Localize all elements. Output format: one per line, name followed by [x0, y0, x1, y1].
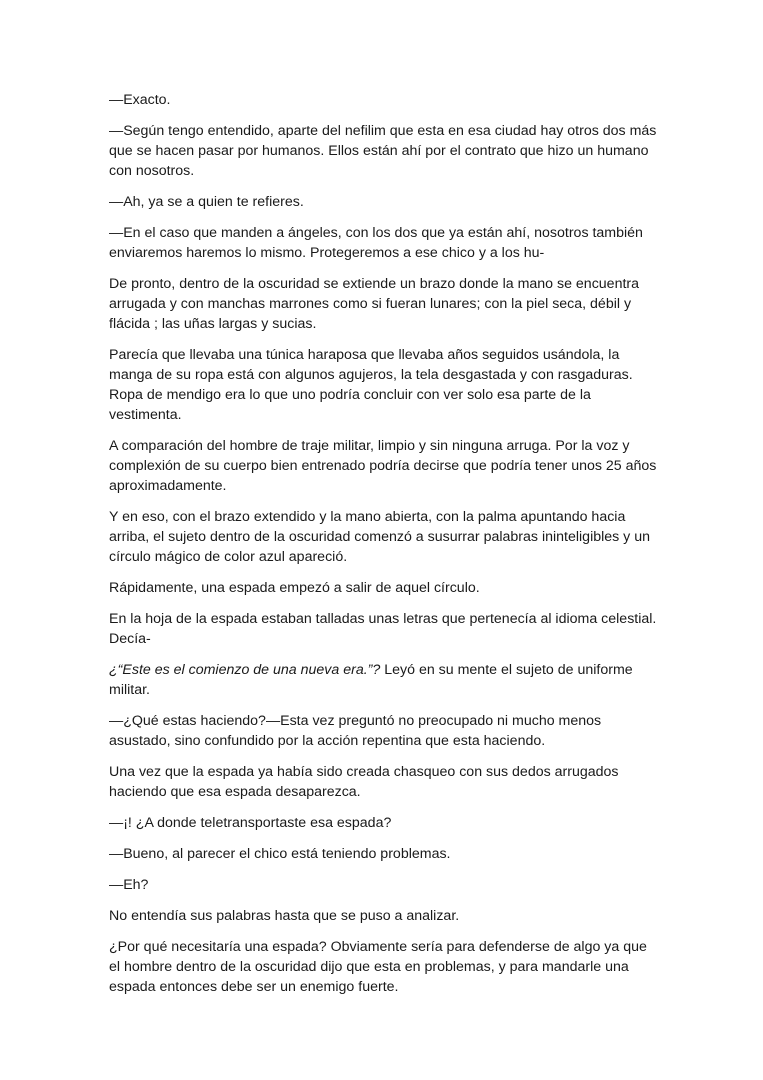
paragraph: Y en eso, con el brazo extendido y la mano abierta, con la palma apuntando hacia arriba, el sujeto dentro de la oscuridad comenzó a susurrar palabras ininteligibles y un círculo mágico de color azul apareció.	[109, 509, 651, 565]
paragraph: —¡! ¿A donde teletransportaste esa espada?	[109, 815, 392, 831]
paragraph-text: Leyó en su mente el sujeto de uniforme militar.	[109, 662, 633, 698]
paragraph: A comparación del hombre de traje militar, limpio y sin ninguna arruga. Por la voz y complexión de su cuerpo bien entrenado podría decirse que podría tener unos 25 años aproximadamente.	[109, 438, 657, 494]
paragraph: ¿Por qué necesitaría una espada? Obviamente sería para defenderse de algo ya que el hombre dentro de la oscuridad dijo que esta en problemas, y para mandarle una espada entonces debe ser un enemigo fuerte.	[109, 939, 647, 995]
paragraph: No entendía sus palabras hasta que se puso a analizar.	[109, 908, 460, 924]
italic-quote: ¿“Este es el comienzo de una nueva era.”?	[109, 662, 381, 678]
paragraph: —Eh?	[109, 877, 149, 893]
paragraph: —Ah, ya se a quien te refieres.	[109, 194, 304, 210]
paragraph: —Exacto.	[109, 92, 171, 108]
paragraph: —Según tengo entendido, aparte del nefilim que esta en esa ciudad hay otros dos más que se hacen pasar por humanos. Ellos están ahí por el contrato que hizo un humano con nosotros.	[109, 123, 657, 179]
paragraph: —En el caso que manden a ángeles, con los dos que ya están ahí, nosotros también enviaremos haremos lo mismo. Protegeremos a ese chico y a los hu-	[109, 225, 643, 261]
paragraph: Parecía que llevaba una túnica haraposa que llevaba años seguidos usándola, la manga de su ropa está con algunos agujeros, la tela desgastada y con rasgaduras. Ropa de mendigo era lo que uno podría concluir con ver solo esa parte de la vestimenta.	[109, 347, 633, 423]
paragraph: Rápidamente, una espada empezó a salir de aquel círculo.	[109, 580, 480, 596]
paragraph: Una vez que la espada ya había sido creada chasqueo con sus dedos arrugados haciendo que esa espada desaparezca.	[109, 764, 619, 800]
document-body	[109, 90, 657, 1008]
paragraph: De pronto, dentro de la oscuridad se extiende un brazo donde la mano se encuentra arrugada y con manchas marrones como si fueran lunares; con la piel seca, débil y flácida ; las uñas largas y sucias.	[109, 276, 640, 332]
paragraph: En la hoja de la espada estaban talladas unas letras que pertenecía al idioma celestial. Decía-	[109, 611, 657, 647]
paragraph: —Bueno, al parecer el chico está teniendo problemas.	[109, 846, 451, 862]
paragraph: —¿Qué estas haciendo?—Esta vez preguntó no preocupado ni mucho menos asustado, sino confundido por la acción repentina que esta haciendo.	[109, 713, 602, 749]
paragraph	[109, 660, 657, 700]
